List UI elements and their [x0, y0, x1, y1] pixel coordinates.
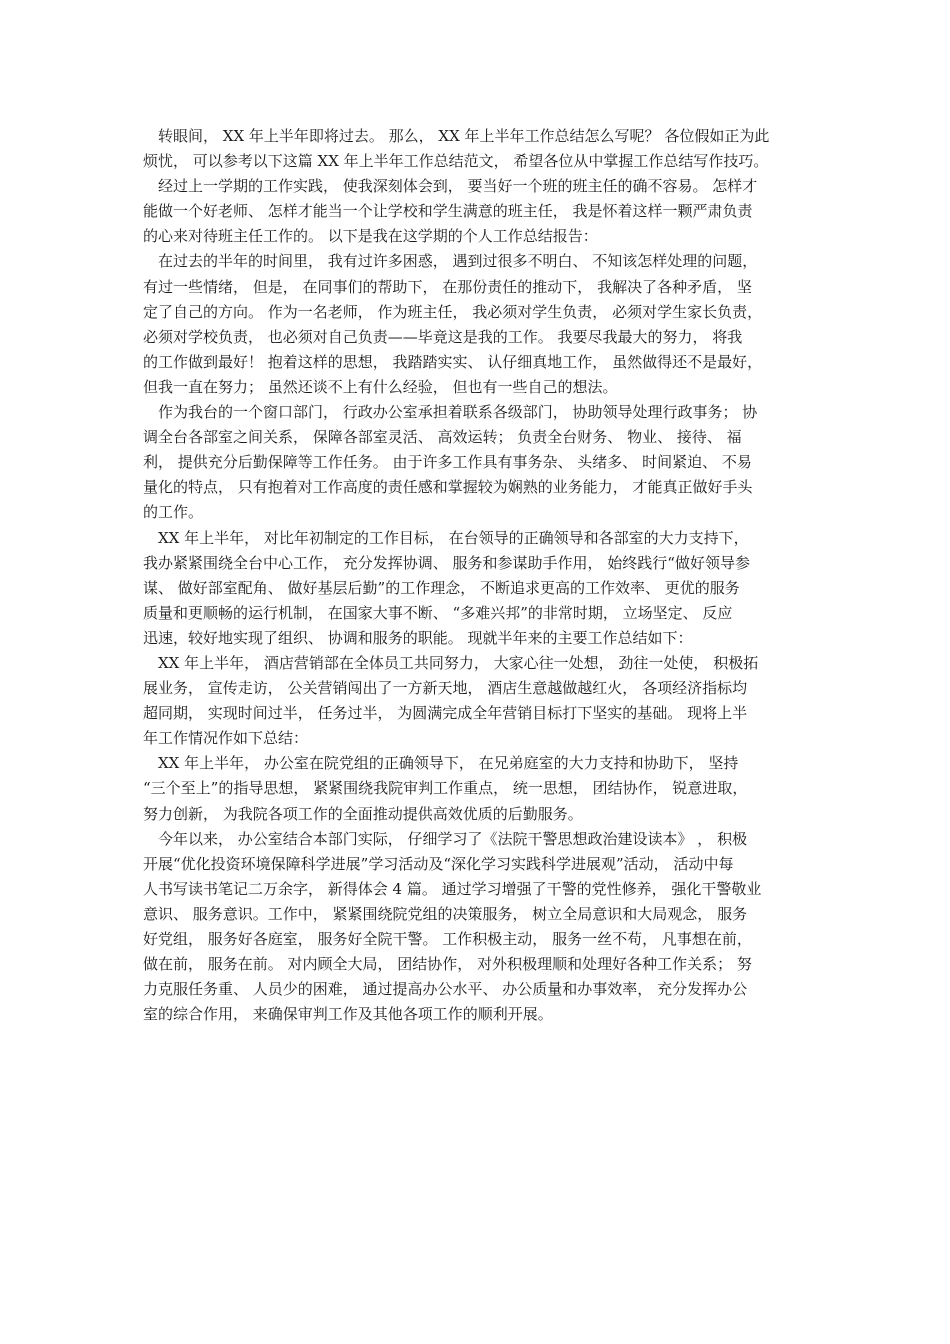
text-line: 人书写读书笔记二万余字， 新得体会 4 篇。 通过学习增强了干警的党性修养， 强化干警敬业 — [143, 879, 762, 898]
text-line: 转眼间， XX 年上半年即将过去。 那么， XX 年上半年工作总结怎么写呢？ 各位假如正为此 — [143, 127, 770, 145]
text-line: XX 年上半年， 对比年初制定的工作目标， 在台领导的正确领导和各部室的大力支持下， — [143, 528, 749, 547]
text-line: 能做一个好老师、 怎样才能当一个让学校和学生满意的班主任， 我是怀着这样一颗严肃负责 — [143, 202, 753, 221]
text-line: 意识、 服务意识。工作中， 紧紧围绕院党组的决策服务， 树立全局意识和大局观念， 服务 — [143, 904, 748, 923]
text-line: 做在前， 服务在前。 对内顾全大局， 团结协作， 对外积极理顺和处理好各种工作关系； 努 — [143, 955, 752, 974]
text-line: 力克服任务重、 人员少的困难， 通过提高办公水平、 办公质量和办事效率， 充分发挥办公 — [143, 980, 748, 999]
text-line: 的心来对待班主任工作的。 以下是我在这学期的个人工作总结报告： — [143, 227, 598, 246]
document-body — [143, 124, 811, 1027]
text-line: 在过去的半年的时间里， 我有过许多困惑， 遇到过很多不明白、 不知该怎样处理的问题， — [143, 252, 758, 271]
text-line: 好党组， 服务好各庭室， 服务好全院干警。 工作积极主动， 服务一丝不苟， 凡事想在前， — [143, 930, 752, 948]
text-line: XX 年上半年， 办公室在院党组的正确领导下， 在兄弟庭室的大力支持和协助下， 坚持 — [143, 754, 739, 773]
text-line: 质量和更顺畅的运行机制， 在国家大事不断、 “多难兴邦”的非常时期， 立场坚定、 反应 — [143, 603, 733, 622]
text-line: 迅速，较好地实现了组织、 协调和服务的职能。 现就半年来的主要工作总结如下： — [143, 628, 693, 647]
paragraph — [143, 174, 811, 249]
paragraph — [143, 827, 811, 1028]
text-line: 作为我台的一个窗口部门， 行政办公室承担着联系各级部门， 协助领导处理行政事务； 协 — [143, 403, 758, 422]
paragraph — [143, 249, 811, 400]
text-line: 谋、 做好部室配角、 做好基层后勤”的工作理念， 不断追求更高的工作效率、 更优的服务 — [143, 578, 740, 597]
paragraph — [143, 526, 811, 651]
text-line: 必须对学校负责， 也必须对自己负责——毕竟这是我的工作。 我要尽我最大的努力， 将我 — [143, 327, 743, 346]
text-line: 超同期， 实现时间过半， 任务过半， 为圆满完成全年营销目标打下坚实的基础。 现将上半 — [143, 704, 748, 723]
text-line: 展业务， 宣传走访， 公关营销闯出了一方新天地， 酒店生意越做越红火， 各项经济指标均 — [143, 679, 748, 698]
text-line: 室的综合作用， 来确保审判工作及其他各项工作的顺利开展。 — [143, 1005, 553, 1024]
paragraph — [143, 400, 811, 525]
paragraph — [143, 751, 811, 826]
text-line: 烦忧， 可以参考以下这篇 XX 年上半年工作总结范文， 希望各位从中掌握工作总结写作技巧。 — [143, 152, 769, 171]
paragraph — [143, 124, 811, 174]
text-line: XX 年上半年， 酒店营销部在全体员工共同努力， 大家心往一处想， 劲往一处使， 积极拓 — [143, 653, 759, 672]
text-line: 年工作情况作如下总结： — [143, 729, 309, 748]
text-line: 经过上一学期的工作实践， 使我深刻体会到， 要当好一个班的班主任的确不容易。 怎样才 — [143, 177, 758, 196]
text-line: 但我一直在努力； 虽然还谈不上有什么经验， 但也有一些自己的想法。 — [143, 377, 618, 396]
text-line: 开展“优化投资环境保障科学进展”学习活动及“深化学习实践科学进展观”活动， 活动中每 — [143, 854, 734, 873]
text-line: 调全台各部室之间关系， 保障各部室灵活、 高效运转； 负责全台财务、 物业、 接待、 福 — [143, 428, 742, 447]
text-line: 我办紧紧围绕全台中心工作， 充分发挥协调、 服务和参谋助手作用， 始终践行“做好领导参 — [143, 553, 750, 572]
text-line: 努力创新， 为我院各项工作的全面推动提供高效优质的后勤服务。 — [143, 804, 583, 823]
text-line: 今年以来， 办公室结合本部门实际， 仔细学习了《法院干警思想政治建设读本》 ， 积极 — [143, 829, 748, 848]
text-line: 利， 提供充分后勤保障等工作任务。 由于许多工作具有事务杂、 头绪多、 时间紧迫、 不易 — [143, 453, 752, 472]
text-line: 的工作。 — [143, 503, 204, 522]
text-line: 定了自己的方向。 作为一名老师， 作为班主任， 我必须对学生负责， 必须对学生家长负责， — [143, 302, 763, 321]
text-line: 有过一些情绪， 但是， 在同事们的帮助下， 在那份责任的推动下， 我解决了各种矛盾， 坚 — [143, 277, 752, 296]
paragraph — [143, 651, 811, 751]
text-line: 量化的特点， 只有抱着对工作高度的责任感和掌握较为娴熟的业务能力， 才能真正做好手头 — [143, 478, 753, 497]
text-line: 的工作做到最好！ 抱着这样的思想， 我踏踏实实、 认仔细真地工作， 虽然做得还不是最好， — [143, 352, 763, 371]
text-line: “三个至上”的指导思想， 紧紧围绕我院审判工作重点， 统一思想， 团结协作， 锐意进取， — [143, 779, 748, 798]
